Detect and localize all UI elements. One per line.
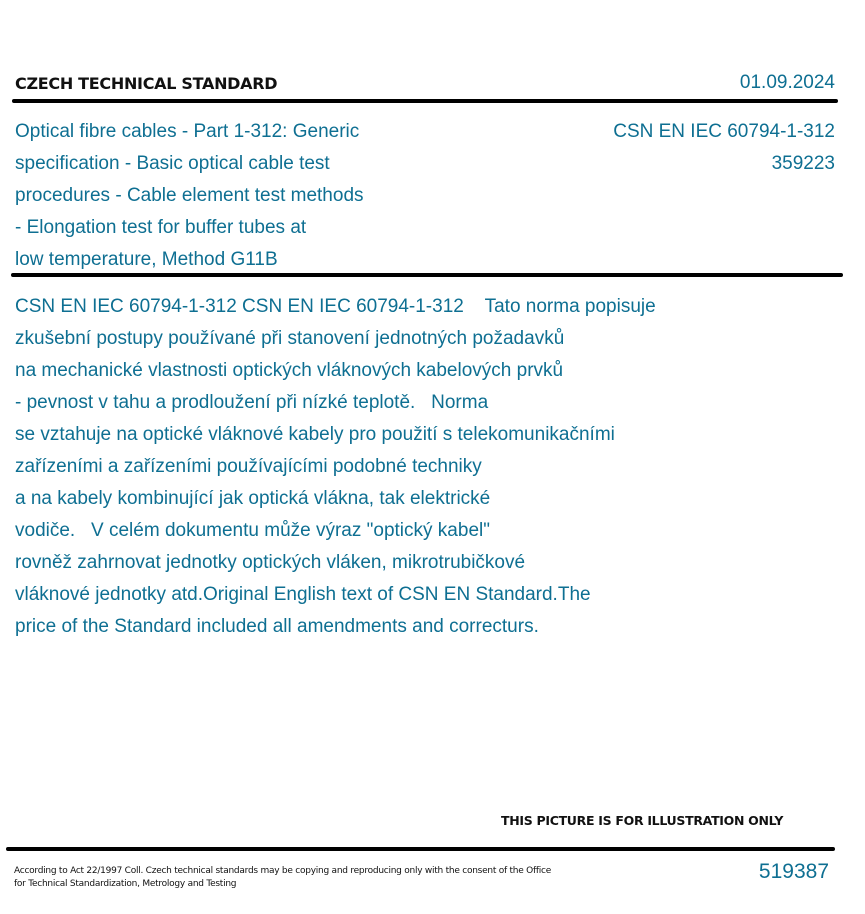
title-line: - Elongation test for buffer tubes at: [15, 217, 307, 238]
title-line: Optical fibre cables - Part 1-312: Generic: [15, 121, 360, 142]
standard-description: [15, 291, 656, 643]
description-line: vodiče. V celém dokumentu může výraz "optický kabel": [15, 520, 490, 541]
title-line: procedures - Cable element test methods: [15, 185, 364, 206]
document-type-heading: CZECH TECHNICAL STANDARD: [15, 74, 278, 93]
legal-line: According to Act 22/1997 Coll. Czech technical standards may be copying and reproducing only with the consent of the Office: [14, 866, 552, 876]
legal-notice: [14, 865, 551, 891]
title-line: low temperature, Method G11B: [15, 249, 278, 270]
standard-identifiers: [613, 116, 835, 180]
description-line: zkušební postupy používané při stanovení jednotných požadavků: [15, 328, 565, 349]
description-line: vláknové jednotky atd.Original English text of CSN EN Standard.The: [15, 584, 591, 605]
illustration-disclaimer: THIS PICTURE IS FOR ILLUSTRATION ONLY: [501, 813, 784, 828]
standard-code: CSN EN IEC 60794-1-312: [613, 121, 835, 142]
description-line: a na kabely kombinující jak optická vlákna, tak elektrické: [15, 488, 491, 509]
document-number: 519387: [758, 860, 829, 883]
footer-divider: [6, 847, 835, 851]
description-line: rovněž zahrnovat jednotky optických vláken, mikrotrubičkové: [15, 552, 526, 573]
description-line: zařízeními a zařízeními používajícími podobné techniky: [15, 456, 482, 477]
publication-date: 01.09.2024: [739, 72, 835, 93]
title-divider: [11, 273, 843, 277]
description-line: na mechanické vlastnosti optických vláknových kabelových prvků: [15, 360, 564, 381]
standard-title: [15, 116, 435, 276]
title-line: specification - Basic optical cable test: [15, 153, 330, 174]
description-line: se vztahuje na optické vláknové kabely pro použití s telekomunikačními: [15, 424, 615, 445]
header-divider: [12, 99, 838, 103]
description-line: price of the Standard included all amendments and correcturs.: [15, 616, 539, 637]
legal-line: for Technical Standardization, Metrology and Testing: [14, 879, 237, 889]
description-line: - pevnost v tahu a prodloužení při nízké teplotě. Norma: [15, 392, 489, 413]
class-number: 359223: [771, 153, 835, 174]
description-line: CSN EN IEC 60794-1-312 CSN EN IEC 60794-1-312 Tato norma popisuje: [15, 296, 656, 317]
